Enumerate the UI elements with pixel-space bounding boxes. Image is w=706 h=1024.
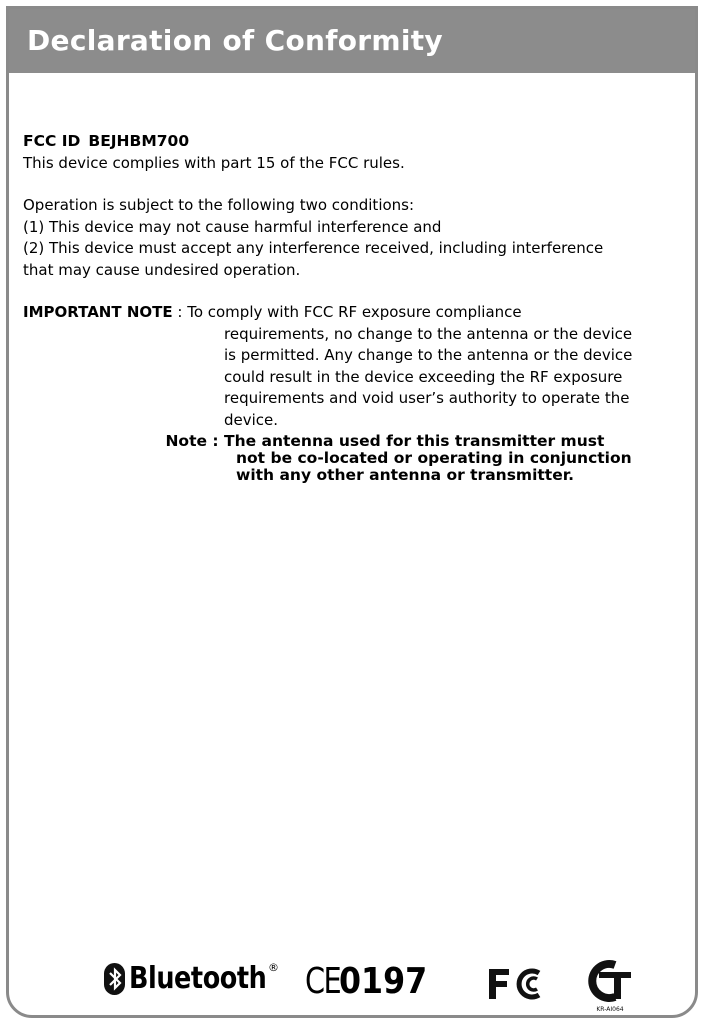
gost-r-logo	[579, 959, 641, 1018]
ce-mark-letters: CE	[305, 961, 341, 1002]
declaration-card	[6, 6, 698, 1018]
bluetooth-wordmark: Bluetooth	[129, 961, 267, 996]
important-note-line: is permitted. Any change to the antenna or the device	[224, 346, 633, 364]
condition-2-line-1: (2) This device must accept any interference received, including interference	[23, 239, 604, 257]
fcc-compliance-text: This device complies with part 15 of the FCC rules.	[23, 153, 405, 172]
declaration-content	[23, 131, 688, 484]
fcc-id-label: FCC ID	[23, 132, 81, 150]
svg-text:KR-AI064: KR-AI064	[596, 1006, 624, 1013]
spacer	[23, 174, 688, 195]
ce-notified-body-number: 0197	[338, 961, 428, 1002]
important-note-line-1: To comply with FCC RF exposure compliance	[187, 303, 522, 321]
note-label: Note :	[165, 432, 224, 450]
important-note-line: device.	[224, 410, 279, 429]
fcc-id-line	[23, 131, 688, 153]
registered-mark: ®	[268, 961, 279, 974]
conditions-intro: Operation is subject to the following two conditions:	[23, 196, 415, 214]
important-note-line: requirements, no change to the antenna or the device	[224, 324, 633, 343]
note-line: not be co-located or operating in conjunction	[236, 449, 632, 467]
antenna-note	[23, 433, 688, 484]
important-note-first-line	[23, 302, 688, 324]
condition-1: (1) This device may not cause harmful interference and	[23, 217, 442, 236]
fcc-id-value: BEJHBM700	[88, 132, 190, 150]
certification-logos	[9, 949, 695, 1013]
bluetooth-logo	[104, 961, 291, 996]
note-text	[224, 433, 684, 484]
fcc-logo	[487, 967, 553, 1005]
page-title: Declaration of Conformity	[9, 9, 695, 73]
bluetooth-icon	[104, 963, 125, 995]
note-line: The antenna used for this transmitter must	[224, 432, 605, 450]
note-line: with any other antenna or transmitter.	[236, 466, 575, 484]
important-note-label: IMPORTANT NOTE	[23, 303, 173, 321]
important-note-line: requirements and void user’s authority to operate the	[224, 389, 630, 407]
important-note-colon: :	[172, 303, 188, 321]
important-note-body	[224, 324, 686, 432]
important-note-line: could result in the device exceeding the RF exposure	[224, 367, 623, 386]
ce-mark	[305, 961, 439, 1002]
condition-2-line-2: that may cause undesired operation.	[23, 260, 301, 279]
spacer	[23, 281, 688, 302]
